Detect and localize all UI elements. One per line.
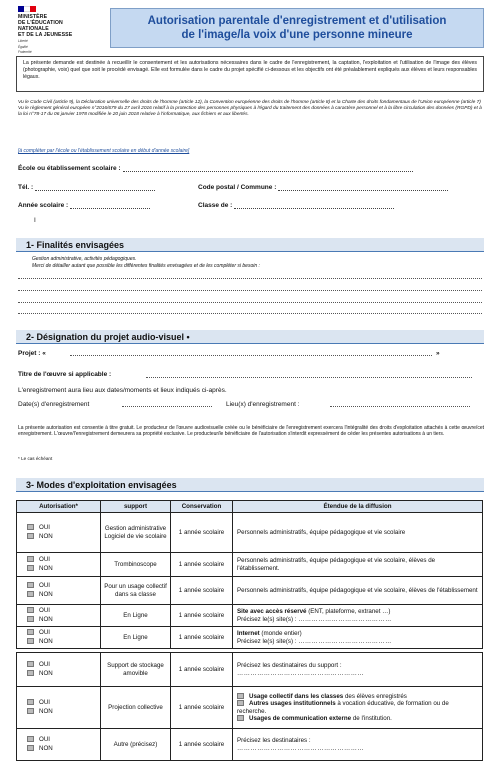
- motto-line: Liberté: [18, 39, 28, 43]
- oui-checkbox[interactable]: [27, 699, 34, 705]
- diffusion-cell: [233, 687, 483, 729]
- modes-table-continued: [16, 652, 483, 761]
- table-row: [17, 729, 483, 761]
- postal-input-line[interactable]: [278, 185, 448, 191]
- oui-checkbox[interactable]: [27, 582, 34, 588]
- ministry-name-line: DE L'ÉDUCATION: [18, 20, 63, 26]
- section-3-header: 3- Modes d'exploitation envisagées: [16, 478, 484, 492]
- autorisation-cell: [17, 687, 101, 729]
- motto-line: Égalité: [18, 44, 28, 49]
- ministry-name-line: ET DE LA JEUNESSE: [18, 32, 73, 38]
- support-cell: Pour un usage collectif dans sa classe: [101, 577, 171, 605]
- modes-table: [16, 500, 483, 649]
- header-conservation: Conservation: [171, 501, 233, 513]
- non-label: NON: [39, 564, 53, 572]
- year-input-line[interactable]: [70, 203, 150, 209]
- postal-field[interactable]: [198, 184, 448, 191]
- header-autorisation: Autorisation*: [17, 501, 101, 513]
- oui-label: OUI: [39, 524, 51, 531]
- option-rest: de l'institution.: [351, 715, 392, 722]
- motto-line: Fraternité: [18, 50, 32, 55]
- class-field[interactable]: [198, 202, 394, 209]
- section-1-answer-line[interactable]: [18, 313, 482, 314]
- tel-label: Tél. :: [18, 184, 34, 191]
- usage-checkbox[interactable]: [237, 715, 244, 721]
- autorisation-cell: [17, 513, 101, 553]
- oui-label: OUI: [39, 607, 51, 614]
- section-1-line-1: Gestion administrative, activités pédagogiques.: [32, 256, 137, 262]
- section-2-header: 2- Désignation du projet audio-visuel •: [16, 330, 484, 344]
- class-input-line[interactable]: [234, 203, 394, 209]
- ministry-logo: [18, 6, 88, 54]
- french-flag-icon: [18, 6, 36, 12]
- support-cell: Projection collective: [101, 687, 171, 729]
- non-label: NON: [39, 590, 53, 598]
- conservation-cell: 1 année scolaire: [171, 577, 233, 605]
- non-label: NON: [39, 615, 53, 623]
- header-diffusion: Étendue de la diffusion: [233, 501, 483, 513]
- projet-label: Projet : «: [18, 350, 46, 357]
- autorisation-cell: [17, 577, 101, 605]
- non-label: NON: [39, 669, 53, 677]
- option-bold: Usage collectif dans les classes: [249, 692, 344, 700]
- footnote: * Le cas échéant: [18, 456, 53, 461]
- diffusion-cell: [233, 627, 483, 649]
- table-row: [17, 577, 483, 605]
- section-1-header: 1- Finalités envisagées: [16, 238, 484, 252]
- non-checkbox[interactable]: [27, 708, 34, 714]
- support-cell: Gestion administrative Logiciel de vie scolaire: [101, 513, 171, 553]
- table-row: [17, 627, 483, 649]
- non-checkbox[interactable]: [27, 591, 34, 597]
- table-row: [17, 513, 483, 553]
- conservation-cell: 1 année scolaire: [171, 605, 233, 627]
- table-header-row: [17, 501, 483, 513]
- diffusion-cell: [233, 653, 483, 687]
- lieux-input-line[interactable]: [330, 406, 470, 407]
- oui-checkbox[interactable]: [27, 556, 34, 562]
- table-row: [17, 653, 483, 687]
- conservation-cell: 1 année scolaire: [171, 653, 233, 687]
- conservation-cell: 1 année scolaire: [171, 513, 233, 553]
- non-checkbox[interactable]: [27, 533, 34, 539]
- section-1-answer-line[interactable]: [18, 290, 482, 291]
- lieux-label: Lieu(x) d'enregistrement :: [226, 401, 300, 408]
- postal-label: Code postal / Commune :: [198, 184, 277, 191]
- oui-label: OUI: [39, 582, 51, 589]
- year-field[interactable]: [18, 202, 150, 209]
- autorisation-cell: [17, 627, 101, 649]
- section-1-line-2: Merci de détailler autant que possible les différentes finalités envisagées et de les compléter si besoin :: [32, 263, 260, 269]
- oui-checkbox[interactable]: [27, 629, 34, 635]
- non-checkbox[interactable]: [27, 670, 34, 676]
- page-header: [16, 6, 484, 55]
- table-row: [17, 553, 483, 577]
- ministry-name-line: MINISTÈRE: [18, 14, 48, 20]
- tel-input-line[interactable]: [35, 185, 155, 191]
- support-cell: En Ligne: [101, 627, 171, 649]
- diffusion-rest: (monde entier): [259, 630, 302, 637]
- diffusion-cell: [233, 605, 483, 627]
- conservation-cell: 1 année scolaire: [171, 627, 233, 649]
- projet-close: »: [436, 350, 440, 357]
- diffusion-site-dots[interactable]: ……………………………………: [298, 637, 392, 645]
- reference-line: Vu le règlement général européen n°2016/679 du 27 avril 2016 relatif à la protection des personnes physiques à l'égard du traitement des données à caractère personnel et à la libre circulation des données (RGPD) et à la loi n°78-17 du 06 janvier 1978 modifiée le 20 juin 2018 relative à l'informatique, aux fichiers et aux libertés.: [18, 106, 482, 118]
- diffusion-site-label: Précisez le(s) site(s) :: [237, 637, 297, 645]
- oui-checkbox[interactable]: [27, 661, 34, 667]
- section-1-answer-line[interactable]: [18, 302, 482, 303]
- support-cell: Trombinoscope: [101, 553, 171, 577]
- projet-input-line[interactable]: [70, 355, 432, 356]
- section-1-answer-line[interactable]: [18, 278, 482, 279]
- ministry-name-line: NATIONALE: [18, 26, 49, 32]
- document-title: [110, 8, 484, 48]
- diffusion-cell: Personnels administratifs, équipe pédagogique et vie scolaire, élèves de l'établissement.: [233, 553, 483, 577]
- non-label: NON: [39, 637, 53, 645]
- table-row: [17, 605, 483, 627]
- non-label: NON: [39, 744, 53, 752]
- support-cell: Support de stockage amovible: [101, 653, 171, 687]
- year-label: Année scolaire :: [18, 202, 69, 209]
- usage-checkbox[interactable]: [237, 693, 244, 699]
- non-checkbox[interactable]: [27, 745, 34, 751]
- oui-checkbox[interactable]: [27, 607, 34, 613]
- diffusion-site-dots[interactable]: ……………………………………: [298, 615, 392, 623]
- diffusion-bold: Site avec accès réservé: [237, 608, 307, 615]
- support-cell: En Ligne: [101, 605, 171, 627]
- school-label: École ou établissement scolaire :: [18, 165, 121, 172]
- completion-note: [à compléter par l'école ou l'établissement scolaire en début d'année scolaire]: [18, 148, 190, 154]
- reference-line: Vu le Code Civil (article 9), la Déclaration universelle des droits de l'homme (article 12), la Convention européenne des droits de l'homme (article 8) et la Charte des droits fondamentaux de l'Union européenne (article 7): [18, 100, 481, 105]
- diffusion-bold: Internet: [237, 630, 260, 637]
- non-checkbox[interactable]: [27, 565, 34, 571]
- oui-checkbox[interactable]: [27, 736, 34, 742]
- intro-box: La présente demande est destinée à recueillir le consentement et les autorisations nécessaires dans le cadre de l'enregistrement, la captation, l'exploitation et l'utilisation de l'image des élèves (photographie, voix) quel que soit le procédé envisagé. Elle est formulée dans le cadre du projet spécifié ci-dessous et les objectifs ont été préalablement expliqués aux élèves et leurs responsables légaux.: [16, 56, 484, 92]
- non-label: NON: [39, 532, 53, 540]
- table-row: [17, 687, 483, 729]
- legal-references: [18, 100, 484, 119]
- header-support: support: [101, 501, 171, 513]
- autorisation-cell: [17, 553, 101, 577]
- text-cursor: I: [34, 217, 36, 224]
- oui-checkbox[interactable]: [27, 524, 34, 530]
- enregistrement-line: L'enregistrement aura lieu aux dates/moments et lieux indiqués ci-après.: [18, 387, 227, 394]
- non-checkbox[interactable]: [27, 616, 34, 622]
- oui-label: OUI: [39, 661, 51, 668]
- titre-label: Titre de l'œuvre si applicable :: [18, 371, 112, 378]
- dates-label: Date(s) d'enregistrement: [18, 401, 90, 408]
- diffusion-dots[interactable]: …………………………………………………: [237, 669, 365, 677]
- school-input-line[interactable]: [123, 166, 413, 172]
- option-bold: Autres usages institutionnels: [249, 700, 336, 707]
- conservation-cell: 1 année scolaire: [171, 687, 233, 729]
- diffusion-cell: Personnels administratifs, équipe pédagogique et vie scolaire, élèves de l'établissement: [233, 577, 483, 605]
- option-bold: Usages de communication externe: [249, 715, 352, 722]
- non-label: NON: [39, 707, 53, 715]
- oui-label: OUI: [39, 629, 51, 636]
- diffusion-text: Précisez les destinataires :: [237, 737, 311, 744]
- conservation-cell: 1 année scolaire: [171, 553, 233, 577]
- support-cell: Autre (précisez): [101, 729, 171, 761]
- titre-input-line[interactable]: [146, 377, 472, 378]
- oui-label: OUI: [39, 556, 51, 563]
- diffusion-rest: (ENT, plateforme, extranet …): [306, 608, 391, 615]
- diffusion-cell: [233, 729, 483, 761]
- autorisation-cell: [17, 605, 101, 627]
- oui-label: OUI: [39, 736, 51, 743]
- dates-input-line[interactable]: [122, 406, 212, 407]
- diffusion-site-label: Précisez le(s) site(s) :: [237, 615, 297, 623]
- class-label: Classe de :: [198, 202, 233, 209]
- title-line-2: de l'image/la voix d'une personne mineure: [181, 29, 413, 41]
- non-checkbox[interactable]: [27, 638, 34, 644]
- usage-checkbox[interactable]: [237, 700, 244, 706]
- tel-field[interactable]: [18, 184, 155, 191]
- option-rest: à vocation éducative, de formation ou de recherche.: [237, 700, 449, 715]
- autorisation-cell: [17, 653, 101, 687]
- school-field[interactable]: [18, 165, 413, 172]
- oui-label: OUI: [39, 699, 51, 706]
- diffusion-dots[interactable]: …………………………………………………: [237, 744, 365, 752]
- title-line-1: Autorisation parentale d'enregistrement et d'utilisation: [147, 15, 447, 27]
- autorisation-cell: [17, 729, 101, 761]
- diffusion-cell: Personnels administratifs, équipe pédagogique et vie scolaire: [233, 513, 483, 553]
- option-rest: des élèves enregistrés: [343, 692, 407, 700]
- disclaimer-text: La présente autorisation est consentie à titre gratuit. Le producteur de l'œuvre audiovisuelle créée ou le bénéficiaire de l'enregistrement exercera l'intégralité des droits d'exploitation attachés à cette œuvre/cet enregistrement. L'œuvre/l'enregistrement demeurera sa propriété exclusive. Le producteur/le bénéficiaire de l'autorisation s'interdit expressément de céder les présentes autorisations à un tiers.: [18, 425, 484, 438]
- diffusion-text: Précisez les destinataires du support :: [237, 662, 342, 669]
- conservation-cell: 1 année scolaire: [171, 729, 233, 761]
